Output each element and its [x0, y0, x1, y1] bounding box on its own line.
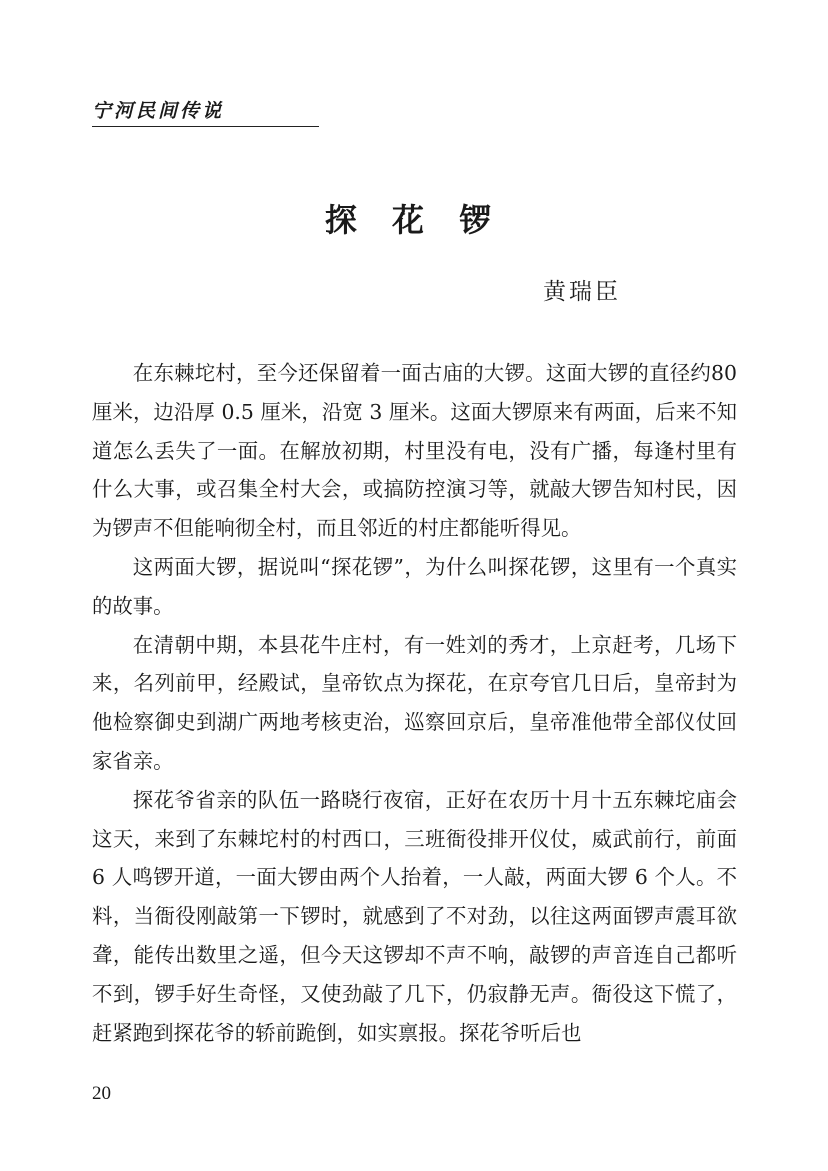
- page-number: 20: [92, 1083, 111, 1104]
- paragraph-2: 这两面大锣，据说叫“探花锣”，为什么叫探花锣，这里有一个真实的故事。: [92, 554, 737, 618]
- paragraph-3: 在清朝中期，本县花牛庄村，有一姓刘的秀才，上京赶考，几场下来，名列前甲，经殿试，皇帝钦点为探花，在京夸官几日后，皇帝封为他检察御史到湖广两地考核吏治，巡察回京后，皇帝准他带全部仪仗回家省亲。: [92, 632, 737, 773]
- paragraph-1: 在东棘坨村，至今还保留着一面古庙的大锣。这面大锣的直径约80 厘米，边沿厚 0.5 厘米，沿宽 3 厘米。这面大锣原来有两面，后来不知道怎么丢失了一面。在解放初期，村里没有电，没有广播，每逢村里有什么大事，或召集全村大会，或搞防控演习等，就敲大锣告知村民，因为锣声不但能响彻全村，而且邻近的村庄都能听得见。: [92, 361, 737, 541]
- author-name: 黄瑞臣: [543, 279, 621, 305]
- running-header-text: 宁河民间传说: [92, 100, 225, 122]
- running-header: [92, 100, 319, 127]
- paragraph-4: 探花爷省亲的队伍一路晓行夜宿，正好在农历十月十五东棘坨庙会这天，来到了东棘坨村的村西口，三班衙役排开仪仗，威武前行，前面 6 人鸣锣开道，一面大锣由两个人抬着，一人敲，两面大锣 6 个人。不料，当衙役刚敲第一下锣时，就感到了不对劲，以往这两面锣声震耳欲聋，能传出数里之遥，但今天这锣却不声不响，敲锣的声音连自己都听不到，锣手好生奇怪，又使劲敲了几下，仍寂静无声。衙役这下慌了，赶紧跑到探花爷的轿前跪倒，如实禀报。探花爷听后也: [92, 787, 737, 1045]
- story-body: [92, 354, 737, 1052]
- story-title: 探 花 锣: [324, 201, 504, 239]
